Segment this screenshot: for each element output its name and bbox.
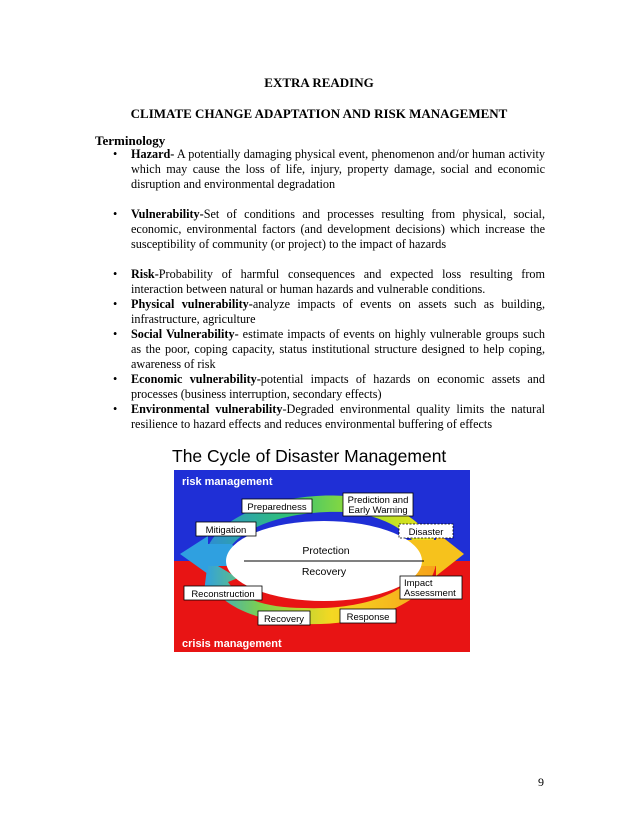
definition: A potentially damaging physical event, phenomenon and/or human activity which may cause the loss of life, injury, property damage, social and economic disruption and environmental degradation	[131, 147, 545, 191]
svg-text:Reconstruction: Reconstruction	[191, 589, 255, 600]
bullet-icon: •	[113, 297, 118, 311]
term: Social Vulnerability-	[131, 327, 239, 341]
term: Environmental vulnerability	[131, 402, 283, 416]
term: Physical vulnerability-	[131, 297, 253, 311]
svg-text:Early Warning: Early Warning	[348, 505, 408, 516]
term: Vulnerability-	[131, 207, 204, 221]
svg-text:Impact: Impact	[404, 578, 433, 589]
definition: Set of conditions and processes resulting from physical, social, economic, environmental factors (and development decisions) which increase the susceptibility of community (or project) to the impact of hazards	[131, 207, 545, 251]
stage-recovery	[258, 611, 310, 625]
bullet-icon: •	[113, 327, 118, 341]
bullet-icon: •	[113, 147, 118, 161]
stage-impact-assessment	[400, 576, 462, 599]
disaster-cycle-diagram	[174, 470, 470, 652]
definition: potential impacts of hazards on economic assets and processes (business interruption, secondary effects)	[131, 372, 545, 401]
stage-disaster	[399, 524, 453, 538]
definition: analyze impacts of events on assets such as building, infrastructure, agriculture	[131, 297, 545, 326]
list-item	[95, 372, 545, 402]
bullet-icon: •	[113, 207, 118, 221]
list-item	[95, 297, 545, 327]
term: Risk-	[131, 267, 159, 281]
stage-prediction-early-warning	[343, 493, 413, 516]
svg-text:Prediction and: Prediction and	[347, 495, 409, 506]
stage-preparedness	[242, 499, 312, 513]
term: Economic vulnerability-	[131, 372, 261, 386]
stage-response	[340, 609, 396, 623]
page-number: 9	[538, 775, 544, 789]
list-item	[95, 147, 545, 192]
stage-reconstruction	[184, 586, 262, 600]
terminology-heading: Terminology	[95, 133, 166, 148]
extra-reading-heading: EXTRA READING	[264, 75, 374, 90]
main-title: CLIMATE CHANGE ADAPTATION AND RISK MANAGEMENT	[130, 106, 508, 121]
svg-text:Assessment: Assessment	[404, 588, 456, 599]
svg-text:Recovery: Recovery	[263, 614, 305, 625]
crisis-management-label: crisis management	[182, 638, 282, 650]
svg-text:Mitigation: Mitigation	[205, 525, 247, 536]
definition: estimate impacts of events on highly vulnerable groups such as the poor, coping capacity, status institutional structure designed to help coping, awareness of risk	[131, 327, 545, 371]
terminology-list	[95, 147, 545, 432]
bullet-icon: •	[113, 402, 118, 416]
figure-title: The Cycle of Disaster Management	[172, 446, 447, 466]
svg-text:Preparedness: Preparedness	[247, 502, 307, 513]
term: Hazard-	[131, 147, 175, 161]
list-item	[95, 402, 545, 432]
list-item	[95, 207, 545, 252]
risk-management-label: risk management	[182, 476, 273, 488]
definition: Probability of harmful consequences and expected loss resulting from interaction between natural or human hazards and vulnerable conditions.	[131, 267, 545, 296]
list-item	[95, 327, 545, 372]
bullet-icon: •	[113, 267, 118, 281]
svg-text:Disaster: Disaster	[408, 527, 444, 538]
svg-text:Response: Response	[346, 612, 390, 623]
definition: -Degraded environmental quality limits the natural resilience to hazard effects and reduces environmental buffering of effects	[131, 402, 545, 431]
bullet-icon: •	[113, 372, 118, 386]
list-item	[95, 267, 545, 297]
stage-mitigation	[196, 522, 256, 536]
recovery-center-label: Recovery	[301, 566, 347, 578]
protection-label: Protection	[302, 545, 350, 557]
